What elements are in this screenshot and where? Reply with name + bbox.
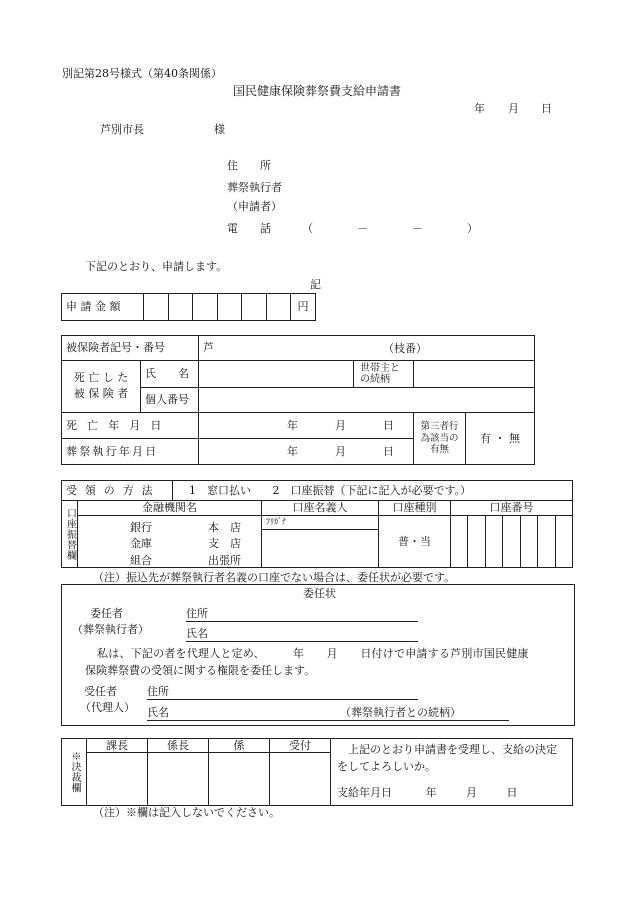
receipt-option-window[interactable]: 1 窓口払い bbox=[189, 484, 252, 497]
account-digit[interactable] bbox=[503, 515, 520, 568]
account-digit[interactable] bbox=[520, 515, 537, 568]
relation-label: 世帯主との続柄 bbox=[354, 360, 414, 387]
holder-furigana-field[interactable]: ﾌﾘｶﾞﾅ bbox=[262, 515, 379, 529]
pay-date-label: 支給年月日 bbox=[337, 786, 392, 799]
addressee: 芦別市長 bbox=[100, 123, 144, 136]
intro-text: 下記のとおり、申請します。 bbox=[85, 260, 228, 273]
delegate-name-label: 氏名 bbox=[147, 706, 169, 719]
insured-table bbox=[61, 335, 535, 465]
bank-kind-union: 組合 bbox=[130, 553, 152, 567]
account-side-label: 口座振替欄 bbox=[62, 501, 78, 568]
branch-kind-office: 出張所 bbox=[208, 553, 241, 567]
personal-no-field[interactable] bbox=[199, 388, 535, 413]
date-month: 月 bbox=[508, 102, 519, 115]
decision-side-label: ※決裁欄 bbox=[62, 739, 87, 806]
applicant-paren-label: （申請者） bbox=[227, 200, 282, 213]
date-day: 日 bbox=[541, 102, 552, 115]
amount-yen: 円 bbox=[291, 294, 316, 321]
insured-branch-label: （枝番） bbox=[383, 342, 427, 355]
holder-header: 口座名義人 bbox=[262, 501, 379, 515]
proxy-title: 委任状 bbox=[303, 587, 336, 600]
receipt-table bbox=[61, 480, 573, 568]
branch-kind-main: 本 店 bbox=[208, 520, 241, 534]
stamp-staff[interactable] bbox=[209, 753, 270, 805]
decision-note: （注）※欄は記入しないでください。 bbox=[93, 806, 280, 819]
insured-id-label: 被保険者記号・番号 bbox=[62, 336, 199, 361]
personal-no-label: 個人番号 bbox=[141, 388, 199, 413]
death-date-label: 死 亡 年 月 日 bbox=[62, 412, 199, 438]
bank-kind-bank: 銀行 bbox=[130, 520, 152, 534]
ki-label: 記 bbox=[310, 278, 321, 291]
proxy-body-2: 保険葬祭費の受領に関する権限を委任します。 bbox=[85, 664, 316, 677]
funeral-date-label: 葬祭執行年月日 bbox=[62, 438, 199, 464]
amount-digit[interactable] bbox=[168, 294, 193, 321]
type-header: 口座種別 bbox=[379, 501, 451, 515]
death-date-field[interactable]: 年 月 日 bbox=[199, 412, 414, 438]
delegate-name-field[interactable] bbox=[147, 720, 509, 721]
bank-header: 金融機関名 bbox=[78, 501, 262, 515]
account-digit[interactable] bbox=[468, 515, 485, 568]
proxy-body-1: 私は、下記の者を代理人と定め、 年 月 日付けで申請する芦別市国民健康 bbox=[97, 647, 529, 660]
applicant-phone-label: 電 話 bbox=[227, 222, 271, 235]
amount-digit[interactable] bbox=[193, 294, 218, 321]
delegator-name-field[interactable] bbox=[186, 641, 418, 642]
role-staff: 係 bbox=[209, 739, 270, 753]
deceased-name-label: 氏 名 bbox=[141, 360, 199, 387]
funeral-date-field[interactable]: 年 月 日 bbox=[199, 438, 414, 464]
role-reception: 受付 bbox=[270, 739, 331, 753]
delegate-address-field[interactable] bbox=[147, 699, 418, 700]
date-year: 年 bbox=[474, 102, 485, 115]
bank-kind-shinkin: 金庫 bbox=[130, 537, 152, 550]
insured-id-field[interactable] bbox=[199, 336, 535, 361]
delegate-address-label: 住所 bbox=[147, 685, 169, 698]
applicant-phone-field[interactable]: （ － － ） bbox=[302, 222, 478, 235]
receipt-note: （注）振込先が葬祭執行者名義の口座でない場合は、委任状が必要です。 bbox=[93, 571, 456, 584]
decision-table bbox=[61, 738, 573, 806]
delegator-label: 委任者 bbox=[90, 607, 123, 620]
account-type-field[interactable]: 普・当 bbox=[379, 515, 451, 568]
receipt-method-label: 受 領 の 方 法 bbox=[62, 481, 173, 501]
delegator-name-label: 氏名 bbox=[186, 627, 208, 640]
form-title: 国民健康保険葬祭費支給申請書 bbox=[233, 84, 402, 98]
decision-text: 上記のとおり申請書を受理し、支給の決定をしてよろしいか。 bbox=[337, 743, 557, 773]
third-party-label: 第三者行為該当の有無 bbox=[414, 412, 466, 464]
deceased-name-field[interactable] bbox=[199, 360, 354, 387]
branch-kind-branch: 支 店 bbox=[208, 537, 241, 550]
delegate-label: 受任者 bbox=[84, 685, 117, 698]
deceased-label: 死 亡 し た 被 保 険 者 bbox=[62, 360, 141, 412]
decision-text-cell: 上記のとおり申請書を受理し、支給の決定をしてよろしいか。 支給年月日 年 月 日 bbox=[331, 739, 573, 806]
stamp-section-chief[interactable] bbox=[87, 753, 148, 805]
role-subsection-chief: 係長 bbox=[148, 739, 209, 753]
number-header: 口座番号 bbox=[451, 501, 573, 515]
stamp-reception[interactable] bbox=[270, 753, 331, 805]
relation-field[interactable] bbox=[414, 360, 535, 387]
insured-id-prefix: 芦 bbox=[203, 341, 214, 355]
receipt-method-options[interactable] bbox=[173, 481, 573, 501]
account-digit[interactable] bbox=[555, 515, 572, 568]
amount-digit[interactable] bbox=[266, 294, 291, 321]
form-number: 別記第28号様式（第40条関係） bbox=[62, 67, 222, 80]
account-digit[interactable] bbox=[485, 515, 502, 568]
third-party-field[interactable]: 有 ・ 無 bbox=[466, 412, 535, 464]
amount-digit[interactable] bbox=[144, 294, 169, 321]
role-section-chief: 課長 bbox=[87, 739, 148, 753]
delegator-paren: （葬祭執行者） bbox=[72, 623, 149, 636]
receipt-option-transfer[interactable]: 2 口座振替（下記に記入が必要です。） bbox=[272, 484, 472, 497]
holder-name-field[interactable] bbox=[262, 529, 379, 567]
bank-field[interactable] bbox=[78, 515, 262, 568]
delegator-address-label: 住所 bbox=[186, 607, 208, 620]
stamp-subsection-chief[interactable] bbox=[148, 753, 209, 805]
amount-digit[interactable] bbox=[217, 294, 242, 321]
account-digit[interactable] bbox=[538, 515, 555, 568]
addressee-honorific: 様 bbox=[214, 123, 225, 136]
delegator-address-field[interactable] bbox=[186, 621, 418, 622]
applicant-executor-label: 葬祭執行者 bbox=[227, 181, 282, 194]
applicant-address-label: 住 所 bbox=[227, 159, 271, 172]
amount-digit[interactable] bbox=[242, 294, 267, 321]
delegate-relation-label: （葬祭執行者との続柄） bbox=[340, 706, 461, 719]
amount-table bbox=[61, 293, 316, 321]
delegate-paren: （代理人） bbox=[80, 701, 135, 714]
account-digit[interactable] bbox=[451, 515, 468, 568]
amount-label: 申 請 金 額 bbox=[62, 294, 144, 321]
